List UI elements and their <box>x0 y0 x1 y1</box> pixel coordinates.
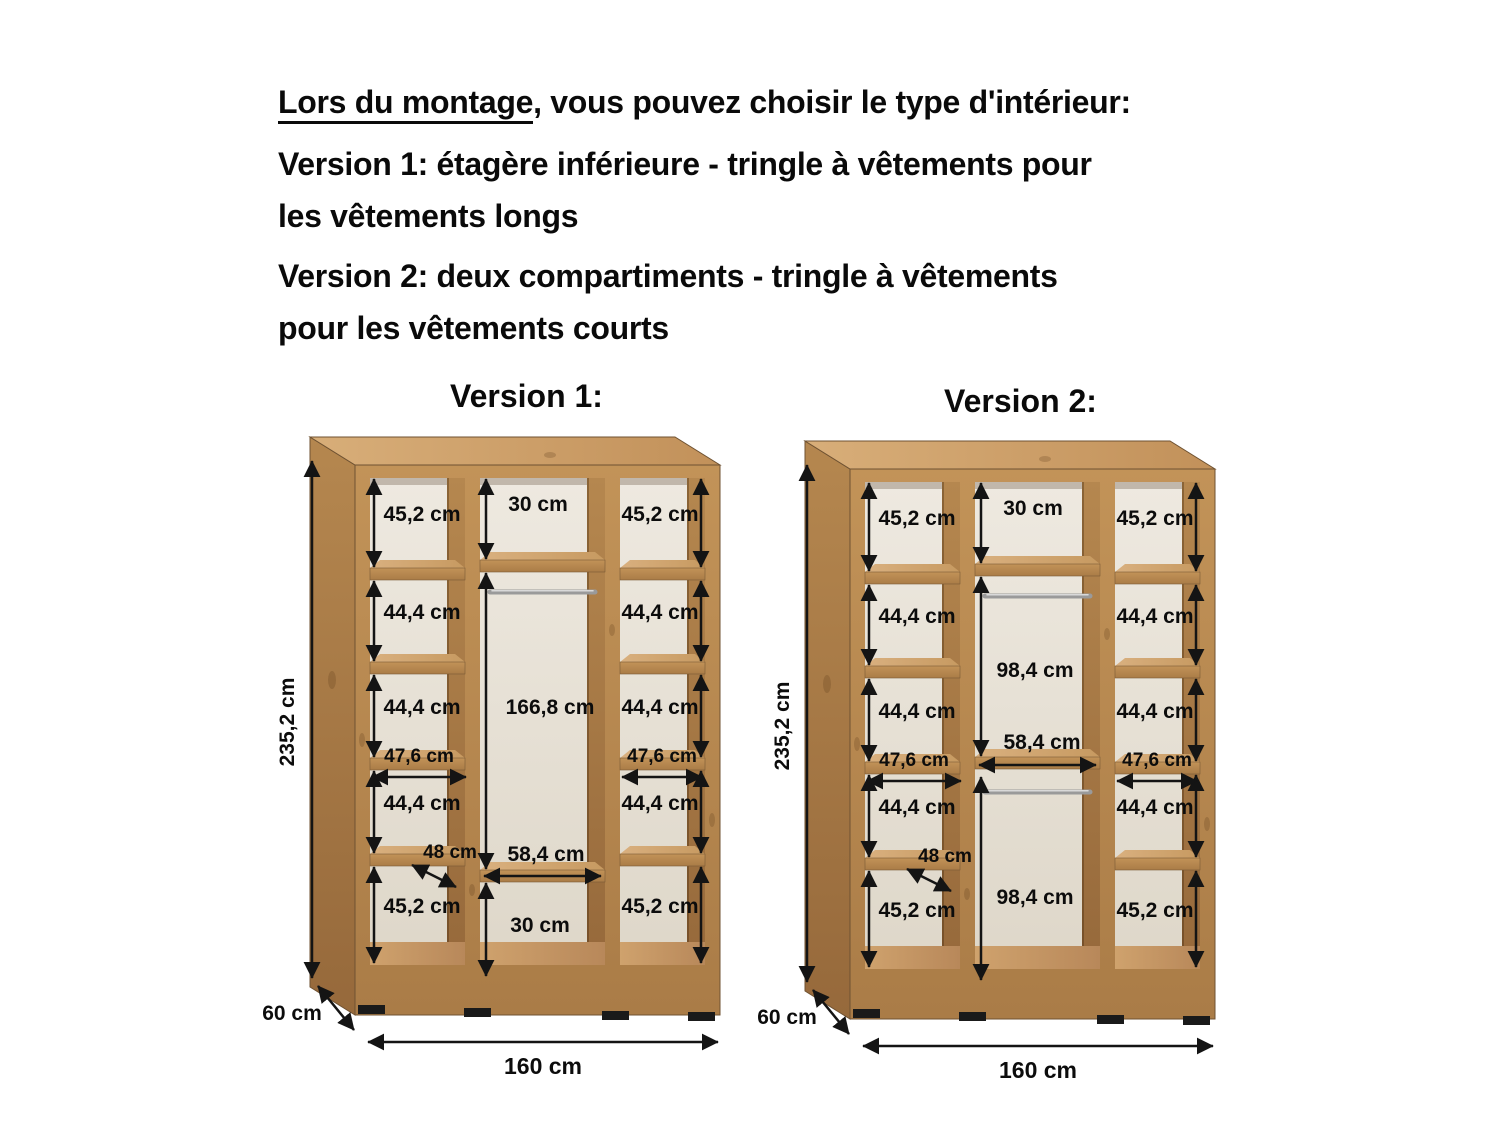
shelf-top-surface <box>865 564 960 572</box>
wardrobe-side-face <box>310 437 355 1015</box>
version2-description-line2: pour les vêtements courts <box>278 310 669 346</box>
shelf-top-surface <box>1115 658 1200 666</box>
foot <box>688 1012 715 1021</box>
right-compartment-label: 45,2 cm <box>621 895 699 918</box>
compartment-inner-wall <box>687 478 705 965</box>
middle-compartment-label: 30 cm <box>508 493 568 516</box>
shelf-top-surface <box>1115 850 1200 858</box>
shelf-depth-label: 48 cm <box>423 842 477 863</box>
wardrobe-svg <box>250 420 760 1080</box>
left-compartment-label: 44,4 cm <box>383 792 461 815</box>
compartment-inner-wall <box>1082 482 1100 969</box>
depth-label: 60 cm <box>262 1002 322 1025</box>
wood-knot <box>1104 628 1110 640</box>
wood-knot <box>609 624 615 636</box>
left-compartment-label: 45,2 cm <box>878 899 956 922</box>
compartment-floor <box>480 942 605 965</box>
right-width-label: 47,6 cm <box>627 746 697 767</box>
right-compartment-label: 44,4 cm <box>1116 700 1194 723</box>
left-compartment-label: 45,2 cm <box>383 895 461 918</box>
left-compartment-label: 44,4 cm <box>383 601 461 624</box>
left-compartment-label: 44,4 cm <box>878 796 956 819</box>
shelf-front-edge <box>865 572 960 584</box>
shelf-top-surface <box>620 654 705 662</box>
version2-diagram-title: Version 2: <box>944 383 1097 419</box>
compartment-floor <box>1115 946 1200 969</box>
right-compartment-label: 45,2 cm <box>1116 899 1194 922</box>
left-compartment-label: 45,2 cm <box>383 503 461 526</box>
foot <box>358 1005 385 1014</box>
inner-wall-seam <box>587 478 589 965</box>
inner-wall-seam <box>1082 482 1084 969</box>
shelf-top-surface <box>975 556 1100 564</box>
middle-compartment-label: 98,4 cm <box>996 886 1074 909</box>
shelf-front-edge <box>620 568 705 580</box>
left-compartment-label: 44,4 cm <box>878 700 956 723</box>
wood-knot <box>854 737 860 751</box>
version2-description-line1: Version 2: deux compartiments - tringle à vêtements <box>278 258 1058 294</box>
intro-heading-rest: , vous pouvez choisir le type d'intérieur: <box>533 84 1131 120</box>
right-compartment-label: 44,4 cm <box>1116 605 1194 628</box>
wood-knot <box>359 733 365 747</box>
right-compartment-label: 44,4 cm <box>1116 796 1194 819</box>
foot <box>853 1009 880 1018</box>
foot <box>464 1008 491 1017</box>
shelf-top-surface <box>620 846 705 854</box>
wood-knot <box>469 884 475 896</box>
wardrobe-side-face <box>805 441 850 1019</box>
wardrobe-svg <box>745 424 1255 1084</box>
foot <box>1097 1015 1124 1024</box>
height-label: 235,2 cm <box>276 677 299 767</box>
shelf-front-edge <box>1115 666 1200 678</box>
shelf-top-surface <box>370 654 465 662</box>
inner-wall-seam <box>447 478 449 965</box>
wood-knot <box>964 888 970 900</box>
wood-knot <box>1039 456 1051 462</box>
intro-heading-underlined: Lors du montage <box>278 84 533 124</box>
foot <box>959 1012 986 1021</box>
shelf-front-edge <box>620 854 705 866</box>
compartment-floor <box>865 946 960 969</box>
compartment-inner-wall <box>1182 482 1200 969</box>
left-compartment-label: 44,4 cm <box>878 605 956 628</box>
right-compartment-label: 44,4 cm <box>621 601 699 624</box>
wood-knot <box>544 452 556 458</box>
shelf-top-surface <box>865 658 960 666</box>
shelf-front-edge <box>975 757 1100 769</box>
version1-description-line2: les vêtements longs <box>278 198 579 234</box>
compartment-floor <box>620 942 705 965</box>
version1-diagram-title: Version 1: <box>450 378 603 414</box>
shelf-front-edge <box>1115 858 1200 870</box>
top-inner-shadow <box>480 478 605 485</box>
right-compartment-label: 45,2 cm <box>621 503 699 526</box>
middle-compartment-label: 166,8 cm <box>505 696 595 719</box>
shelf-front-edge <box>480 560 605 572</box>
compartment-floor <box>370 942 465 965</box>
foot <box>1183 1016 1210 1025</box>
shelf-front-edge <box>865 666 960 678</box>
compartment-inner-wall <box>587 478 605 965</box>
wood-knot <box>328 671 336 689</box>
width-label: 160 cm <box>998 1057 1078 1083</box>
shelf-top-surface <box>620 560 705 568</box>
left-width-label: 47,6 cm <box>879 750 949 771</box>
shelf-depth-label: 48 cm <box>918 846 972 867</box>
wardrobe-top-face <box>805 441 1215 469</box>
compartment-floor <box>975 946 1100 969</box>
version1-diagram <box>250 420 760 1080</box>
middle-shelf-width-label: 58,4 cm <box>1003 731 1081 754</box>
middle-compartment-label: 98,4 cm <box>996 659 1074 682</box>
shelf-front-edge <box>370 568 465 580</box>
left-width-label: 47,6 cm <box>384 746 454 767</box>
middle-compartment-label: 30 cm <box>1003 497 1063 520</box>
shelf-front-edge <box>370 662 465 674</box>
right-compartment-label: 45,2 cm <box>1116 507 1194 530</box>
shelf-top-surface <box>370 560 465 568</box>
top-inner-shadow <box>975 482 1100 489</box>
wood-knot <box>823 675 831 693</box>
wood-knot <box>1204 817 1210 831</box>
foot <box>602 1011 629 1020</box>
width-label: 160 cm <box>503 1053 583 1079</box>
inner-wall-seam <box>942 482 944 969</box>
right-compartment-label: 44,4 cm <box>621 696 699 719</box>
compartment-back-panel <box>480 478 605 965</box>
height-label: 235,2 cm <box>771 681 794 771</box>
left-compartment-label: 44,4 cm <box>383 696 461 719</box>
compartment-inner-wall <box>447 478 465 965</box>
version1-description-line1: Version 1: étagère inférieure - tringle à vêtements pour <box>278 146 1092 182</box>
right-width-label: 47,6 cm <box>1122 750 1192 771</box>
shelf-front-edge <box>1115 572 1200 584</box>
middle-shelf-width-label: 58,4 cm <box>507 843 585 866</box>
version2-diagram <box>745 424 1255 1084</box>
right-compartment-label: 44,4 cm <box>621 792 699 815</box>
inner-wall-seam <box>1182 482 1184 969</box>
shelf-front-edge <box>975 564 1100 576</box>
middle-compartment-label: 30 cm <box>510 914 570 937</box>
left-compartment-label: 45,2 cm <box>878 507 956 530</box>
shelf-top-surface <box>1115 564 1200 572</box>
inner-wall-seam <box>687 478 689 965</box>
depth-label: 60 cm <box>757 1006 817 1029</box>
wardrobe-top-face <box>310 437 720 465</box>
wood-knot <box>709 813 715 827</box>
shelf-front-edge <box>620 662 705 674</box>
compartment-inner-wall <box>942 482 960 969</box>
intro-heading <box>278 84 1131 121</box>
shelf-top-surface <box>480 552 605 560</box>
